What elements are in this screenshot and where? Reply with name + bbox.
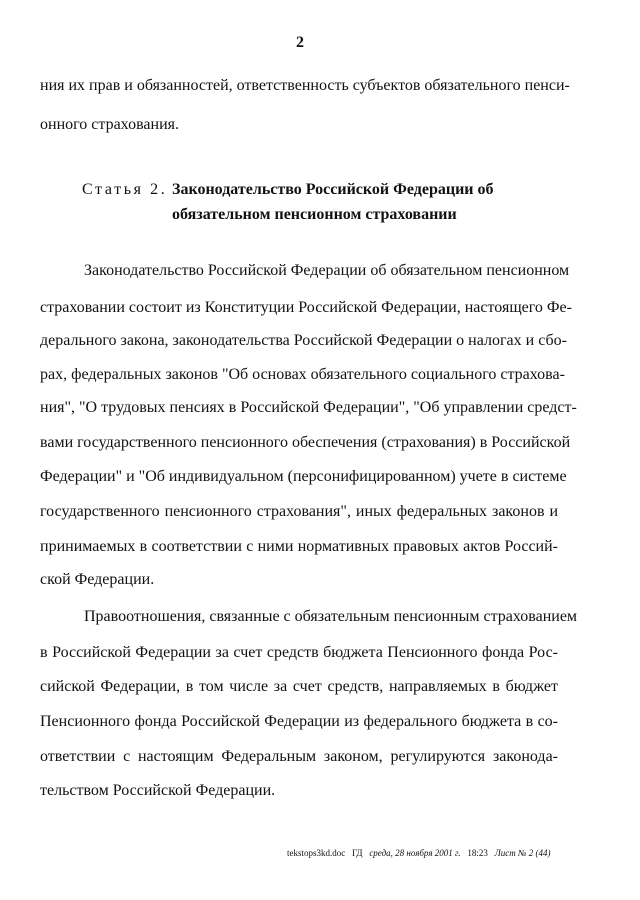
paragraph-2-line: сийской Федерации, в том числе за счет средств, направляемых в бюджет: [40, 678, 558, 695]
paragraph-2-line: тельством Российской Федерации.: [40, 782, 276, 799]
paragraph-1-line: принимаемых в соответствии с ними нормативных правовых актов Россий-: [40, 538, 558, 555]
footer-filename: tekstops3kd.doc: [287, 848, 346, 858]
footer-sheet: Лист № 2 (44): [494, 848, 551, 858]
paragraph-2-line: Пенсионного фонда Российской Федерации из федерального бюджета в со-: [40, 713, 558, 730]
paragraph-1-line: Федерации" и "Об индивидуальном (персонифицированном) учете в системе: [40, 468, 567, 485]
article-label: Статья 2.: [82, 181, 168, 198]
paragraph-2-line: Правоотношения, связанные с обязательным пенсионным страхованием: [84, 608, 578, 625]
article-title-line-2: обязательном пенсионном страховании: [172, 206, 457, 223]
intro-line-1: ния их прав и обязанностей, ответственность субъектов обязательного пенси-: [40, 77, 570, 94]
footer-org: ГД: [352, 848, 363, 858]
paragraph-2-line: ответствии с настоящим Федеральным законом, регулируются законода-: [40, 748, 558, 765]
paragraph-2-line: в Российской Федерации за счет средств бюджета Пенсионного фонда Рос-: [40, 644, 558, 661]
paragraph-1-line: дерального закона, законодательства Российской Федерации о налогах и сбо-: [40, 332, 567, 349]
paragraph-1-line: Законодательство Российской Федерации об обязательном пенсионном: [84, 262, 570, 279]
paragraph-1-line: страховании состоит из Конституции Российской Федерации, настоящего Фе-: [40, 299, 572, 316]
footer-time: 18:23: [467, 848, 488, 858]
paragraph-1-line: государственного пенсионного страхования", иных федеральных законов и: [40, 503, 558, 520]
intro-line-2: онного страхования.: [40, 116, 179, 133]
paragraph-1-line: ния", "О трудовых пенсиях в Российской Федерации", "Об управлении средст-: [40, 399, 577, 416]
page-number: 2: [296, 34, 304, 51]
paragraph-1-line: ской Федерации.: [40, 571, 155, 588]
article-title-line-1: Законодательство Российской Федерации об: [172, 181, 494, 198]
footer-date: среда, 28 ноября 2001 г.: [369, 848, 461, 858]
paragraph-1-line: рах, федеральных законов "Об основах обязательного социального страхова-: [40, 366, 565, 383]
paragraph-1-line: вами государственного пенсионного обеспечения (страхования) в Российской: [40, 434, 571, 451]
document-footer: [287, 848, 551, 858]
